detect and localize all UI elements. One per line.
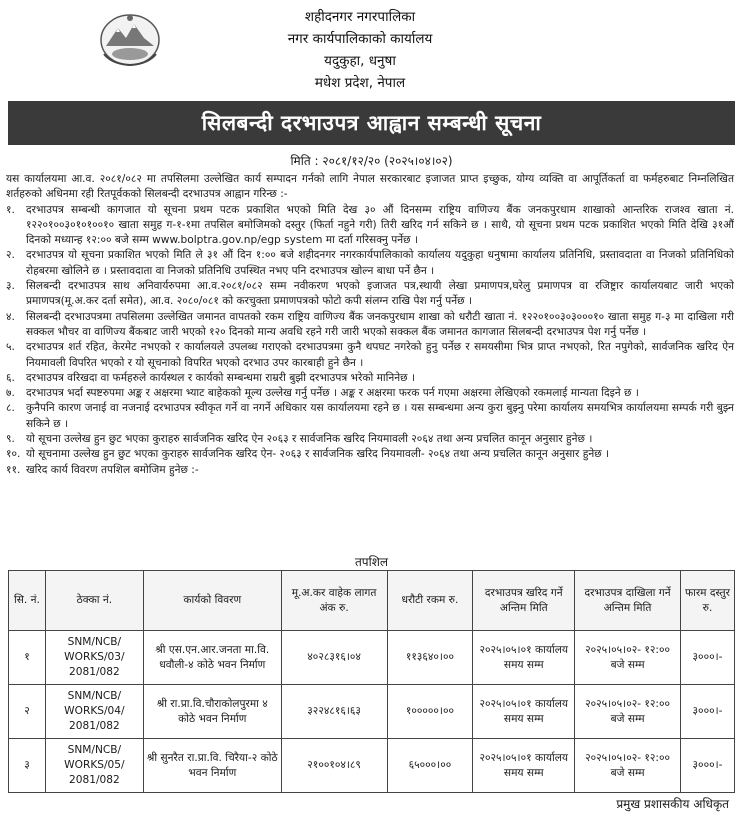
clause — [6, 248, 734, 279]
clause-number: ११. — [6, 463, 21, 476]
clause-number: ५. — [6, 341, 15, 354]
clause-text: दरभाउपत्र शर्त रहित, केरमेट नभएको र कार्यालयले उपलब्ध गराएको दरभाउपत्रमा कुनै थपघट नगरेको हुनु पर्नेछ र समयसीमा भित्र प्राप्त नभएको, रित नपुगेको, सार्वजनिक खरिद ऐन नियमावली विपरित भएको र यो सूचनाको विपरित भएको दरभाउ उपर कारबाही हुने छैन । — [26, 341, 734, 369]
table-cell: २०२५।०५।०२- १२:०० बजे सम्म — [575, 685, 681, 739]
tender-table — [8, 570, 735, 793]
table-cell: २ — [9, 685, 46, 739]
table-cell: ३२२४८१६।६३ — [281, 685, 387, 739]
column-header: धरौटी रकम रु. — [387, 571, 473, 631]
clause — [6, 310, 734, 341]
nepal-emblem-icon — [98, 10, 162, 68]
clause-number: ८. — [6, 402, 15, 415]
table-cell: श्री रा.प्रा.वि.चौराकोलपुरमा ४ कोठे भवन निर्माण — [143, 685, 281, 739]
clause — [6, 386, 734, 401]
column-header: दरभाउपत्र खरिद गर्ने अन्तिम मिति — [473, 571, 575, 631]
clause-number: १. — [6, 203, 15, 216]
column-header: कार्यको विवरण — [143, 571, 281, 631]
clause-number: ४. — [6, 310, 15, 323]
table-row — [9, 685, 735, 739]
notice-title-banner: सिलबन्दी दरभाउपत्र आह्वान सम्बन्धी सूचना — [8, 101, 735, 145]
table-cell: ३०००।- — [680, 631, 734, 685]
table-cell: १०००००।०० — [387, 685, 473, 739]
table-cell: ३०००।- — [680, 685, 734, 739]
table-cell: श्री एस.एन.आर.जनता मा.वि. धवौली-४ कोठे भवन निर्माण — [143, 631, 281, 685]
notice-body — [6, 172, 734, 478]
clause-text: दरभाउपत्र यो सूचना प्रकाशित भएको मिति ले ३१ औं दिन १:०० बजे शहीदनगर नगरकार्यपालिकाको कार्यालय यदुकुहा धनुषामा कार्यालय प्रतिनिधि, प्रस्तावदाता वा निजको प्रतिनिधिको रोहबरमा खोलिने छ । प्रस्तावदाता वा निजको प्रतिनिधि उपस्थित नभए पनि दरभाउपत्र खोल्न बाधा पर्ने छैन । — [26, 249, 734, 277]
clause-text: कुनैपनि कारण जनाई वा नजनाई दरभाउपत्र स्वीकृत गर्ने वा नगर्ने अधिकार यस कार्यालयमा रहने छ । यस सम्बन्धमा अन्य कुरा बुझ्नु परेमा कार्यालय समयभित्र कार्यालयमा सम्पर्क गरी बुझ्न सकिने छ । — [26, 402, 734, 430]
clause — [6, 279, 734, 310]
table-cell: SNM/NCB/ WORKS/05/ 2081/082 — [45, 739, 143, 793]
table-cell: २१००१०४।८९ — [281, 739, 387, 793]
clause-number: १०. — [6, 448, 21, 461]
table-row — [9, 631, 735, 685]
clause-number: ७. — [6, 387, 15, 400]
clause-text: दरभाउपत्र सम्बन्धी कागजात यो सूचना प्रथम पटक प्रकाशित भएको मिति देख ३० औं दिनसम्म राष्ट्रिय वाणिज्य बैंक जनकपुरधाम शाखाको आन्तरिक राजश्व खाता नं. १२२०१००३०१०१००१० खाता समुह ग-१-१मा तपसिल बमोजिमको दस्तुर (फिर्ता नहुने गरी) तिरी खरिद गर्न सकिने छ । साथै, यो सूचना प्रथम पटक प्रकाशित भएको मिति देखि ३१औं दिनको मध्यान्ह १२:०० बजे सम्म www.bolptra.gov.np/egp system मा दर्ता गरिसक्नु पर्नेछ । — [26, 203, 734, 247]
notice-date: मिति : २०८१/१२/२० (२०२५।०४।०२) — [290, 154, 453, 168]
table-cell: २०२५।०५।०१ कार्यालय समय सम्म — [473, 631, 575, 685]
table-cell: २०२५।०५।०१ कार्यालय समय सम्म — [473, 685, 575, 739]
clause — [6, 340, 734, 371]
table-cell: ३०००।- — [680, 739, 734, 793]
table-cell: SNM/NCB/ WORKS/03/ 2081/082 — [45, 631, 143, 685]
table-cell: ११३६४०।०० — [387, 631, 473, 685]
column-header: फारम दस्तुर रु. — [680, 571, 734, 631]
table-cell: १ — [9, 631, 46, 685]
clause — [6, 371, 734, 386]
table-cell: २०२५।०५।०२- १२:०० बजे सम्म — [575, 739, 681, 793]
clause — [6, 401, 734, 432]
table-cell: ६५०००।०० — [387, 739, 473, 793]
clause-text: यो सूचनामा उल्लेख हुन छुट भएका कुराहरु सार्वजनिक खरिद ऐन- २०६३ र सार्वजनिक खरिद नियमावली- २०६४ तथा अन्य प्रचलित कानून अनुसार हुनेछ । — [26, 448, 610, 461]
clause — [6, 432, 734, 447]
office-address — [250, 6, 470, 94]
clause-number: ९. — [6, 433, 15, 446]
clause-text: दरभाउपत्र वरिखदा वा फर्महरुले कार्यस्थल र कार्यको सम्बन्धमा राम्ररी बुझी दरभाउपत्र भरेको मानिनेछ । — [26, 371, 415, 384]
table-cell: श्री सुनरैत रा.प्रा.वि. चिरैया-२ कोठे भवन निर्माण — [143, 739, 281, 793]
clause-number: ३. — [6, 280, 15, 293]
clause-text: यो सूचना उल्लेख हुन छुट भएका कुराहरु सार्वजनिक खरिद ऐन २०६३ र सार्वजनिक खरिद नियमावली २०६४ तथा अन्य प्रचलित कानून अनुसार हुनेछ । — [26, 433, 593, 446]
clause-text: सिलबन्दी दरभाउपत्र साथ अनिवार्यरुपमा आ.व.२०८१/०८२ सम्म नवीकरण भएको इजाजत पत्र,स्थायी लेखा प्रमाणपत्र,घरेलु प्रमाणपत्र वा रजिष्ट्रार कार्यालयबाट जारी भएको प्रमाणपत्र(मू.अ.कर दर्ता समेत), आ.व. २०८०/०८१ को करचुक्ता प्रमाणपत्रको फोटो कपी संलग्न राखि पेश गर्नु पर्नेछ । — [26, 280, 734, 308]
signatory-title: प्रमुख प्रशासकीय अधिकृत — [616, 797, 729, 811]
office-province: मधेश प्रदेश, नेपाल — [314, 75, 406, 91]
table-cell: २०२५।०५।०१ कार्यालय समय सम्म — [473, 739, 575, 793]
clause-number: २. — [6, 249, 15, 262]
column-header: ठेक्का नं. — [45, 571, 143, 631]
office-name: नगर कार्यपालिकाको कार्यालय — [287, 31, 433, 47]
clause — [6, 447, 734, 462]
header — [0, 0, 743, 98]
column-header: सि. नं. — [9, 571, 46, 631]
column-header: दरभाउपत्र दाखिला गर्ने अन्तिम मिति — [575, 571, 681, 631]
clause-text: दरभाउपत्र भर्दा स्पष्टरुपमा अङ्क र अक्षरमा भ्याट बाहेकको मूल्य उल्लेख गर्नु पर्नेछ । अङ्क र अक्षरमा फरक पर्न गएमा अक्षरमा लेखिएको रकमलाई मान्यता दिइने छ । — [26, 387, 639, 400]
clause-text: सिलबन्दी दरभाउपत्रमा तपसिलमा उल्लेखित जमानत वापतको रकम राष्ट्रिय वाणिज्य बैंक जनकपुरधाम शाखा को धरौटी खाता नं. १२२०१००३०३०००१० खाता समुह ग-३ मा दाखिला गरी सक्कल भौचर वा वाणिज्य बैंकबाट जारी भएको १२० दिनको मान्य अवधि रहने गरी जारी भएको सक्कल बैंक जमानत कागजात सिलबन्दी दरभाउपत्र पेश गर्नु पर्नेछ । — [26, 310, 734, 338]
clause — [6, 463, 734, 478]
column-header: मू.अ.कर वाहेक लागत अंक रु. — [281, 571, 387, 631]
table-cell: ४०२८३१६।०४ — [281, 631, 387, 685]
table-cell: ३ — [9, 739, 46, 793]
clause — [6, 203, 734, 249]
table-row — [9, 739, 735, 793]
table-cell: SNM/NCB/ WORKS/04/ 2081/082 — [45, 685, 143, 739]
notice-intro: यस कार्यालयमा आ.व. २०८१/०८२ मा तपसिलमा उल्लेखित कार्य सम्पादन गर्नको लागि नेपाल सरकारबाट इजाजत प्राप्त इच्छुक, योग्य व्यक्ति वा आपूर्तिकर्ता वा फर्महरुबाट निम्नलिखित शर्तहरुको अधिनमा रही रितपूर्वकको सिलबन्दी दरभाउपत्र आह्वान गरिन्छ :- — [6, 173, 734, 201]
clause-number: ६. — [6, 371, 15, 384]
clause-text: खरिद कार्य विवरण तपशिल बमोजिम हुनेछ :- — [26, 463, 199, 476]
table-header-row — [9, 571, 735, 631]
table-cell: २०२५।०५।०२- १२:०० बजे सम्म — [575, 631, 681, 685]
municipality-name: शहीदनगर नगरपालिका — [304, 9, 416, 25]
table-title: तपशिल — [354, 555, 389, 569]
office-place: यदुकुहा, धनुषा — [324, 53, 396, 69]
